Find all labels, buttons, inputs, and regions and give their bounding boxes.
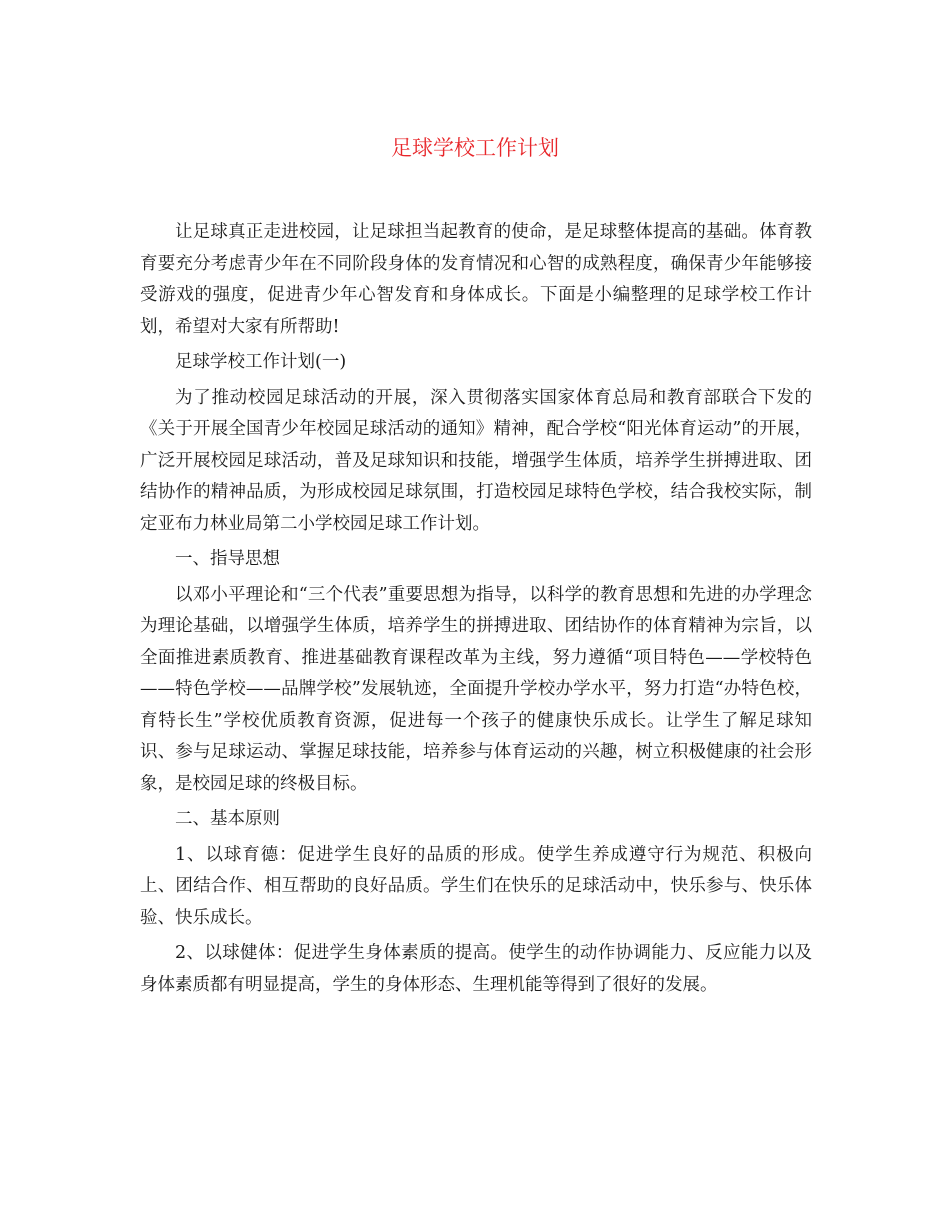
purpose-paragraph: 为了推动校园足球活动的开展，深入贯彻落实国家体育总局和教育部联合下发的《关于开展全国青少年校园足球活动的通知》精神，配合学校“阳光体育运动”的开展，广泛开展校园足球活动，普及足球知识和技能，增强学生体质，培养学生拼搏进取、团结协作的精神品质，为形成校园足球氛围，打造校园足球特色学校，结合我校实际，制定亚布力林业局第二小学校园足球工作计划。	[140, 387, 812, 534]
document-title: 足球学校工作计划	[391, 136, 559, 160]
guiding-ideology-paragraph: 以邓小平理论和“三个代表”重要思想为指导，以科学的教育思想和先进的办学理念为理论基础，以增强学生体质，培养学生的拼搏进取、团结协作的体育精神为宗旨，以全面推进素质教育、推进基础教育课程改革为主线，努力遵循“项目特色——学校特色——特色学校——品牌学校”发展轨迹，全面提升学校办学水平，努力打造“办特色校，育特长生”学校优质教育资源，促进每一个孩子的健康快乐成长。让学生了解足球知识、参与足球运动、掌握足球技能，培养参与体育运动的兴趣，树立积极健康的社会形象，是校园足球的终极目标。	[140, 584, 812, 794]
principle-two-paragraph: 2、以球健体：促进学生身体素质的提高。使学生的动作协调能力、反应能力以及身体素质都有明显提高，学生的身体形态、生理机能等得到了很好的发展。	[140, 943, 812, 995]
document-body	[140, 217, 812, 1005]
principle-one-paragraph: 1、以球育德：促进学生良好的品质的形成。使学生养成遵守行为规范、积极向上、团结合作、相互帮助的良好品质。学生们在快乐的足球活动中，快乐参与、快乐体验、快乐成长。	[140, 844, 812, 928]
intro-paragraph: 让足球真正走进校园，让足球担当起教育的使命，是足球整体提高的基础。体育教育要充分考虑青少年在不同阶段身体的发育情况和心智的成熟程度，确保青少年能够接受游戏的强度，促进青少年心智发育和身体成长。下面是小编整理的足球学校工作计划，希望对大家有所帮助!	[140, 222, 812, 337]
section-heading-basic-principles: 二、基本原则	[175, 809, 280, 829]
section-heading-plan-one: 足球学校工作计划(一)	[175, 352, 347, 372]
section-heading-guiding-ideology: 一、指导思想	[175, 549, 280, 569]
